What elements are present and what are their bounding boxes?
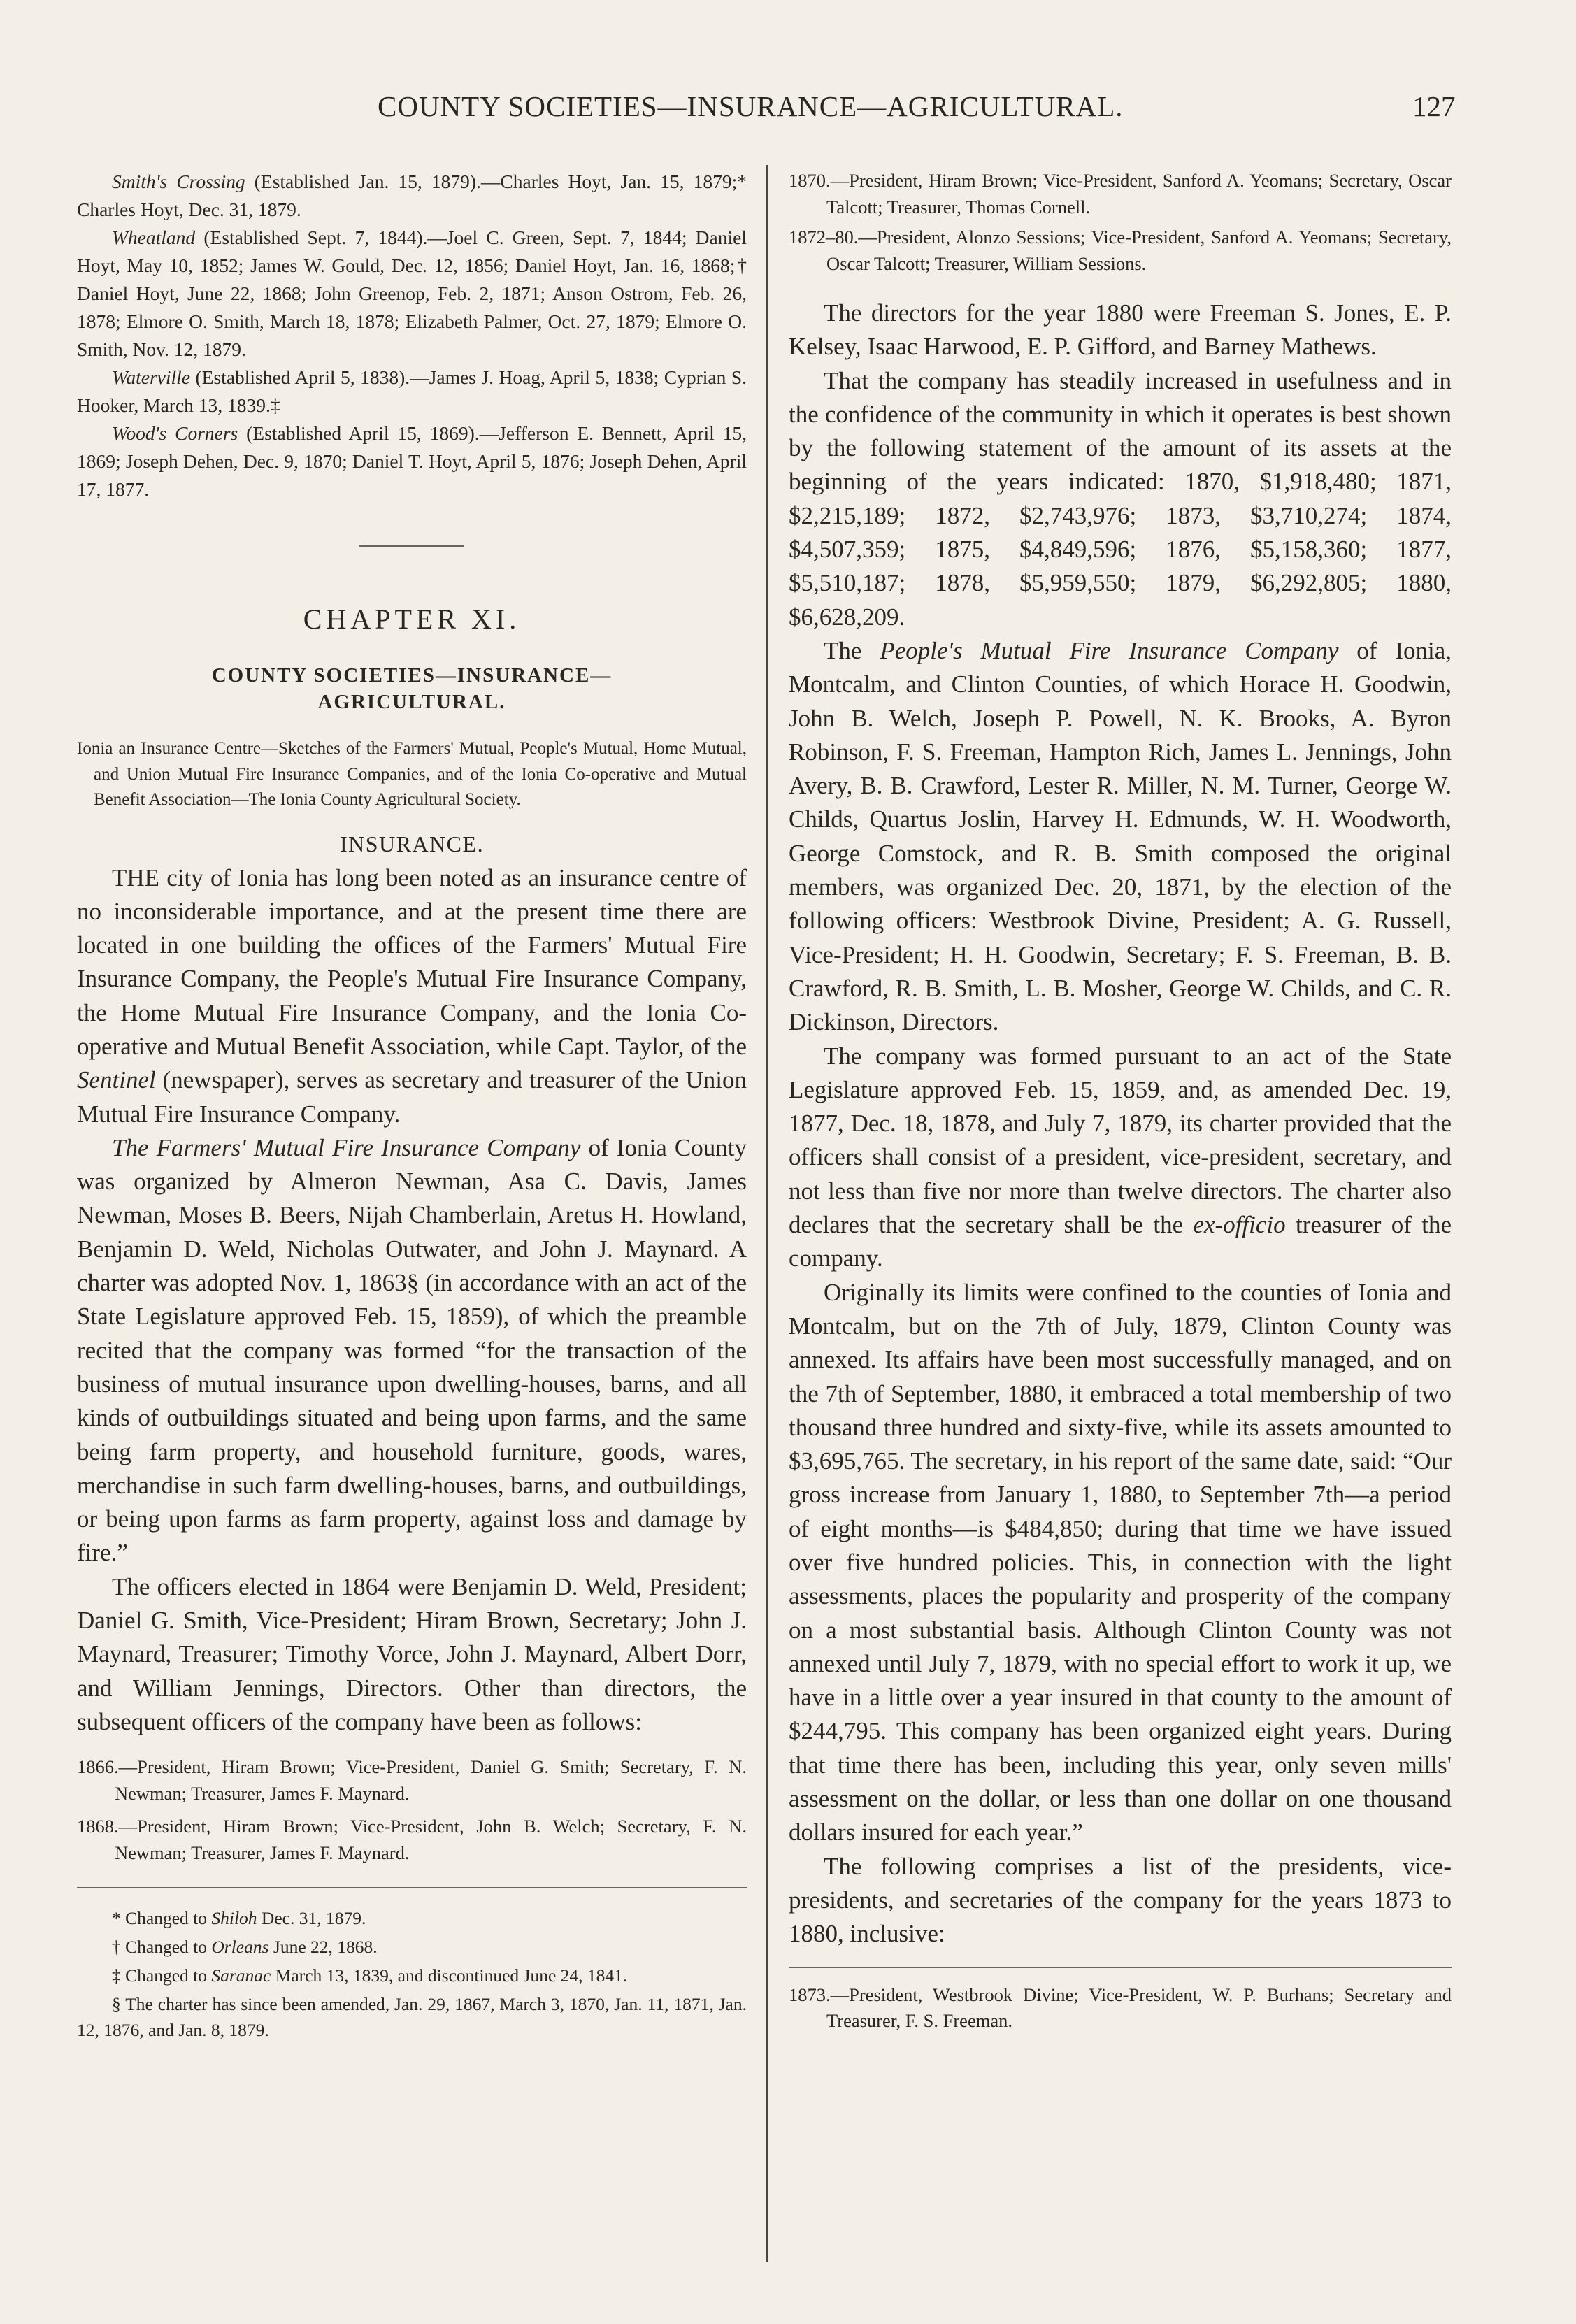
paragraph: The People's Mutual Fire Insurance Company of Ionia, Montcalm, and Clinton Counties, of which Horace H. Goodwin, John B. Welch, Joseph P. Powell, N. K. Brooks, A. Byron Robinson, F. S. Freeman, Hampton Rich, James L. Jennings, John Avery, B. B. Crawford, Lester R. Miller, N. M. Turner, George W. Childs, Quartus Joslin, Harvey H. Edmunds, W. H. Woodworth, George Comstock, and R. B. Smith composed the original members, was organized Dec. 20, 1871, by the election of the following officers: Westbrook Divine, President; A. G. Russell, Vice-President; H. H. Goodwin, Secretary; F. S. Freeman, B. B. Crawford, R. B. Smith, L. B. Mosher, George W. Childs, and C. R. Dickinson, Directors. [789, 636, 1452, 1036]
paragraph: That the company has steadily increased in usefulness and in the confidence of the community in which it operates is best shown by the following statement of the amount of its assets at the beginning of the years indicated: 1870, $1,918,480; 1871, $2,215,189; 1872, $2,743,976; 1873, $3,710,274; 1874, $4,507,359; 1875, $4,849,596; 1876, $5,158,360; 1877, $5,510,187; 1878, $5,959,550; 1879, $6,292,805; 1880, $6,628,209. [789, 366, 1452, 631]
paragraph: The following comprises a list of the presidents, vice-presidents, and secretaries of the company for the years 1873 to 1880, inclusive: [789, 1852, 1452, 1948]
paragraph: Originally its limits were confined to the counties of Ionia and Montcalm, but on the 7th of July, 1879, Clinton County was annexed. Its affairs have been most successfully managed, and on the 7th of September, 1880, it embraced a total membership of two thousand three hundred and sixty-five, while its assets amounted to $3,695,765. The secretary, in his report of the same date, said: “Our gross increase from January 1, 1880, to September 7th—a period of eight months—is $484,850; during that time we have issued over five hundred policies. This, in connection with the light assessments, places the popularity and prosperity of the company on a most substantial basis. Although Clinton County was not annexed until July 7, 1879, with no special effort to work it up, we have in a little over a year insured in that county to the amount of $244,795. This company has been organized eight years. During that time there has been, including this year, only seven mills' assessment on the dollar, or less than one dollar on one thousand dollars insured for each year.” [789, 1278, 1452, 1846]
postmaster-entry: Waterville (Established April 5, 1838).—James J. Hoag, April 5, 1838; Cyprian S. Hooker, March 13, 1839.‡ [77, 366, 747, 416]
page-number: 127 [1412, 90, 1456, 122]
officer-list-people [789, 1982, 1452, 2035]
paragraph: THE city of Ionia has long been noted as an insurance centre of no inconsiderable importance, and at the present time there are located in one building the offices of the Farmers' Mutual Fire Insurance Company, the People's Mutual Fire Insurance Company, the Home Mutual Fire Insurance Company, and the Ionia Co-operative and Mutual Benefit Association, while Capt. Taylor, of the Sentinel (newspaper), serves as secretary and treasurer of the Union Mutual Fire Insurance Company. [77, 863, 747, 1128]
chapter-summary: Ionia an Insurance Centre—Sketches of the Farmers' Mutual, People's Mutual, Home Mutual, and Union Mutual Fire Insurance Companies, and of the Ionia Co-operative and Mutual Benefit Association—The Ionia County Agricultural Society. [77, 739, 747, 809]
chapter-title: CHAPTER XI. [303, 603, 521, 635]
postmaster-entry: Wheatland (Established Sept. 7, 1844).—Joel C. Green, Sept. 7, 1844; Daniel Hoyt, May 10, 1852; James W. Gould, Dec. 12, 1856; Daniel Hoyt, Jan. 16, 1868;† Daniel Hoyt, June 22, 1868; John Greenop, Feb. 2, 1871; Anson Ostrom, Feb. 26, 1878; Elmore O. Smith, March 18, 1878; Elizabeth Palmer, Oct. 27, 1879; Elmore O. Smith, Nov. 12, 1879. [77, 227, 747, 360]
officer-entry: 1866.—President, Hiram Brown; Vice-President, Daniel G. Smith; Secretary, F. N. Newman; Treasurer, James F. Maynard. [77, 1756, 747, 1804]
list-rule [789, 1967, 1452, 1968]
footnote-rule [77, 1887, 747, 1888]
officer-entry: 1872–80.—President, Alonzo Sessions; Vice-President, Sanford A. Yeomans; Secretary, Oscar Talcott; Treasurer, William Sessions. [789, 227, 1452, 274]
left-body [77, 861, 747, 1740]
officer-entry: 1870.—President, Hiram Brown; Vice-President, Sanford A. Yeomans; Secretary, Oscar Talcott; Treasurer, Thomas Cornell. [789, 170, 1452, 217]
paragraph: The directors for the year 1880 were Freeman S. Jones, E. P. Kelsey, Isaac Harwood, E. P. Gifford, and Barney Mathews. [789, 299, 1452, 361]
paragraph: The officers elected in 1864 were Benjamin D. Weld, President; Daniel G. Smith, Vice-President; Hiram Brown, Secretary; John J. Maynard, Treasurer; Timothy Vorce, John J. Maynard, Albert Dorr, and William Jennings, Directors. Other than directors, the subsequent officers of the company have been as follows: [77, 1572, 747, 1735]
section-divider [359, 545, 464, 547]
postmaster-entry: Wood's Corners (Established April 15, 1869).—Jefferson E. Bennett, April 15, 1869; Joseph Dehen, Dec. 9, 1870; Daniel T. Hoyt, April 5, 1876; Joseph Dehen, April 17, 1877. [77, 422, 747, 500]
officer-list [77, 1754, 747, 1866]
page-header [0, 83, 1576, 138]
right-column [789, 168, 1452, 2039]
right-body [789, 296, 1452, 1951]
footnotes [77, 1905, 747, 2043]
chapter-subtitle: COUNTY SOCIETIES—INSURANCE—AGRICULTURAL. [211, 664, 613, 713]
running-head: COUNTY SOCIETIES—INSURANCE—AGRICULTURAL. [378, 90, 1124, 122]
column-rule [766, 165, 768, 2262]
paragraph: The company was formed pursuant to an act of the State Legislature approved Feb. 15, 1859, and, as amended Dec. 19, 1877, Dec. 18, 1878, and July 7, 1879, its charter provided that the officers shall consist of a president, vice-president, secretary, and not less than five nor more than twelve directors. The charter also declares that the secretary shall be the ex-officio treasurer of the company. [789, 1042, 1452, 1272]
township-postmasters [77, 168, 747, 503]
officer-list-continued [789, 168, 1452, 277]
footnote: ‡ Changed to Saranac March 13, 1839, and discontinued June 24, 1841. [112, 1965, 628, 1986]
footnote: † Changed to Orleans June 22, 1868. [112, 1937, 378, 1958]
footnote: § The charter has since been amended, Jan. 29, 1867, March 3, 1870, Jan. 11, 1871, Jan. 12, 1876, and Jan. 8, 1879. [77, 1994, 747, 2041]
left-column [77, 168, 747, 2046]
officer-entry: 1868.—President, Hiram Brown; Vice-President, John B. Welch; Secretary, F. N. Newman; Treasurer, James F. Maynard. [77, 1816, 747, 1863]
postmaster-entry: Smith's Crossing (Established Jan. 15, 1879).—Charles Hoyt, Jan. 15, 1879;* Charles Hoyt, Dec. 31, 1879. [77, 171, 747, 220]
officer-entry: 1873.—President, Westbrook Divine; Vice-President, W. P. Burhans; Secretary and Treasurer, F. S. Freeman. [789, 1984, 1452, 2032]
paragraph: The Farmers' Mutual Fire Insurance Company of Ionia County was organized by Almeron Newman, Asa C. Davis, James Newman, Moses B. Beers, Nijah Chamberlain, Aretus H. Howland, Benjamin D. Weld, Nicholas Outwater, and John J. Maynard. A charter was adopted Nov. 1, 1863§ (in accordance with an act of the State Legislature approved Feb. 15, 1859), of which the preamble recited that the company was formed “for the transaction of the business of mutual insurance upon dwelling-houses, barns, and all kinds of outbuildings situated and being upon farms, and the same being farm property, and household furniture, goods, wares, merchandise in such farm dwelling-houses, barns, and outbuildings, or being upon farms as farm property, against loss and damage by fire.” [77, 1133, 747, 1567]
footnote: * Changed to Shiloh Dec. 31, 1879. [112, 1908, 366, 1929]
section-heading: INSURANCE. [339, 831, 485, 856]
